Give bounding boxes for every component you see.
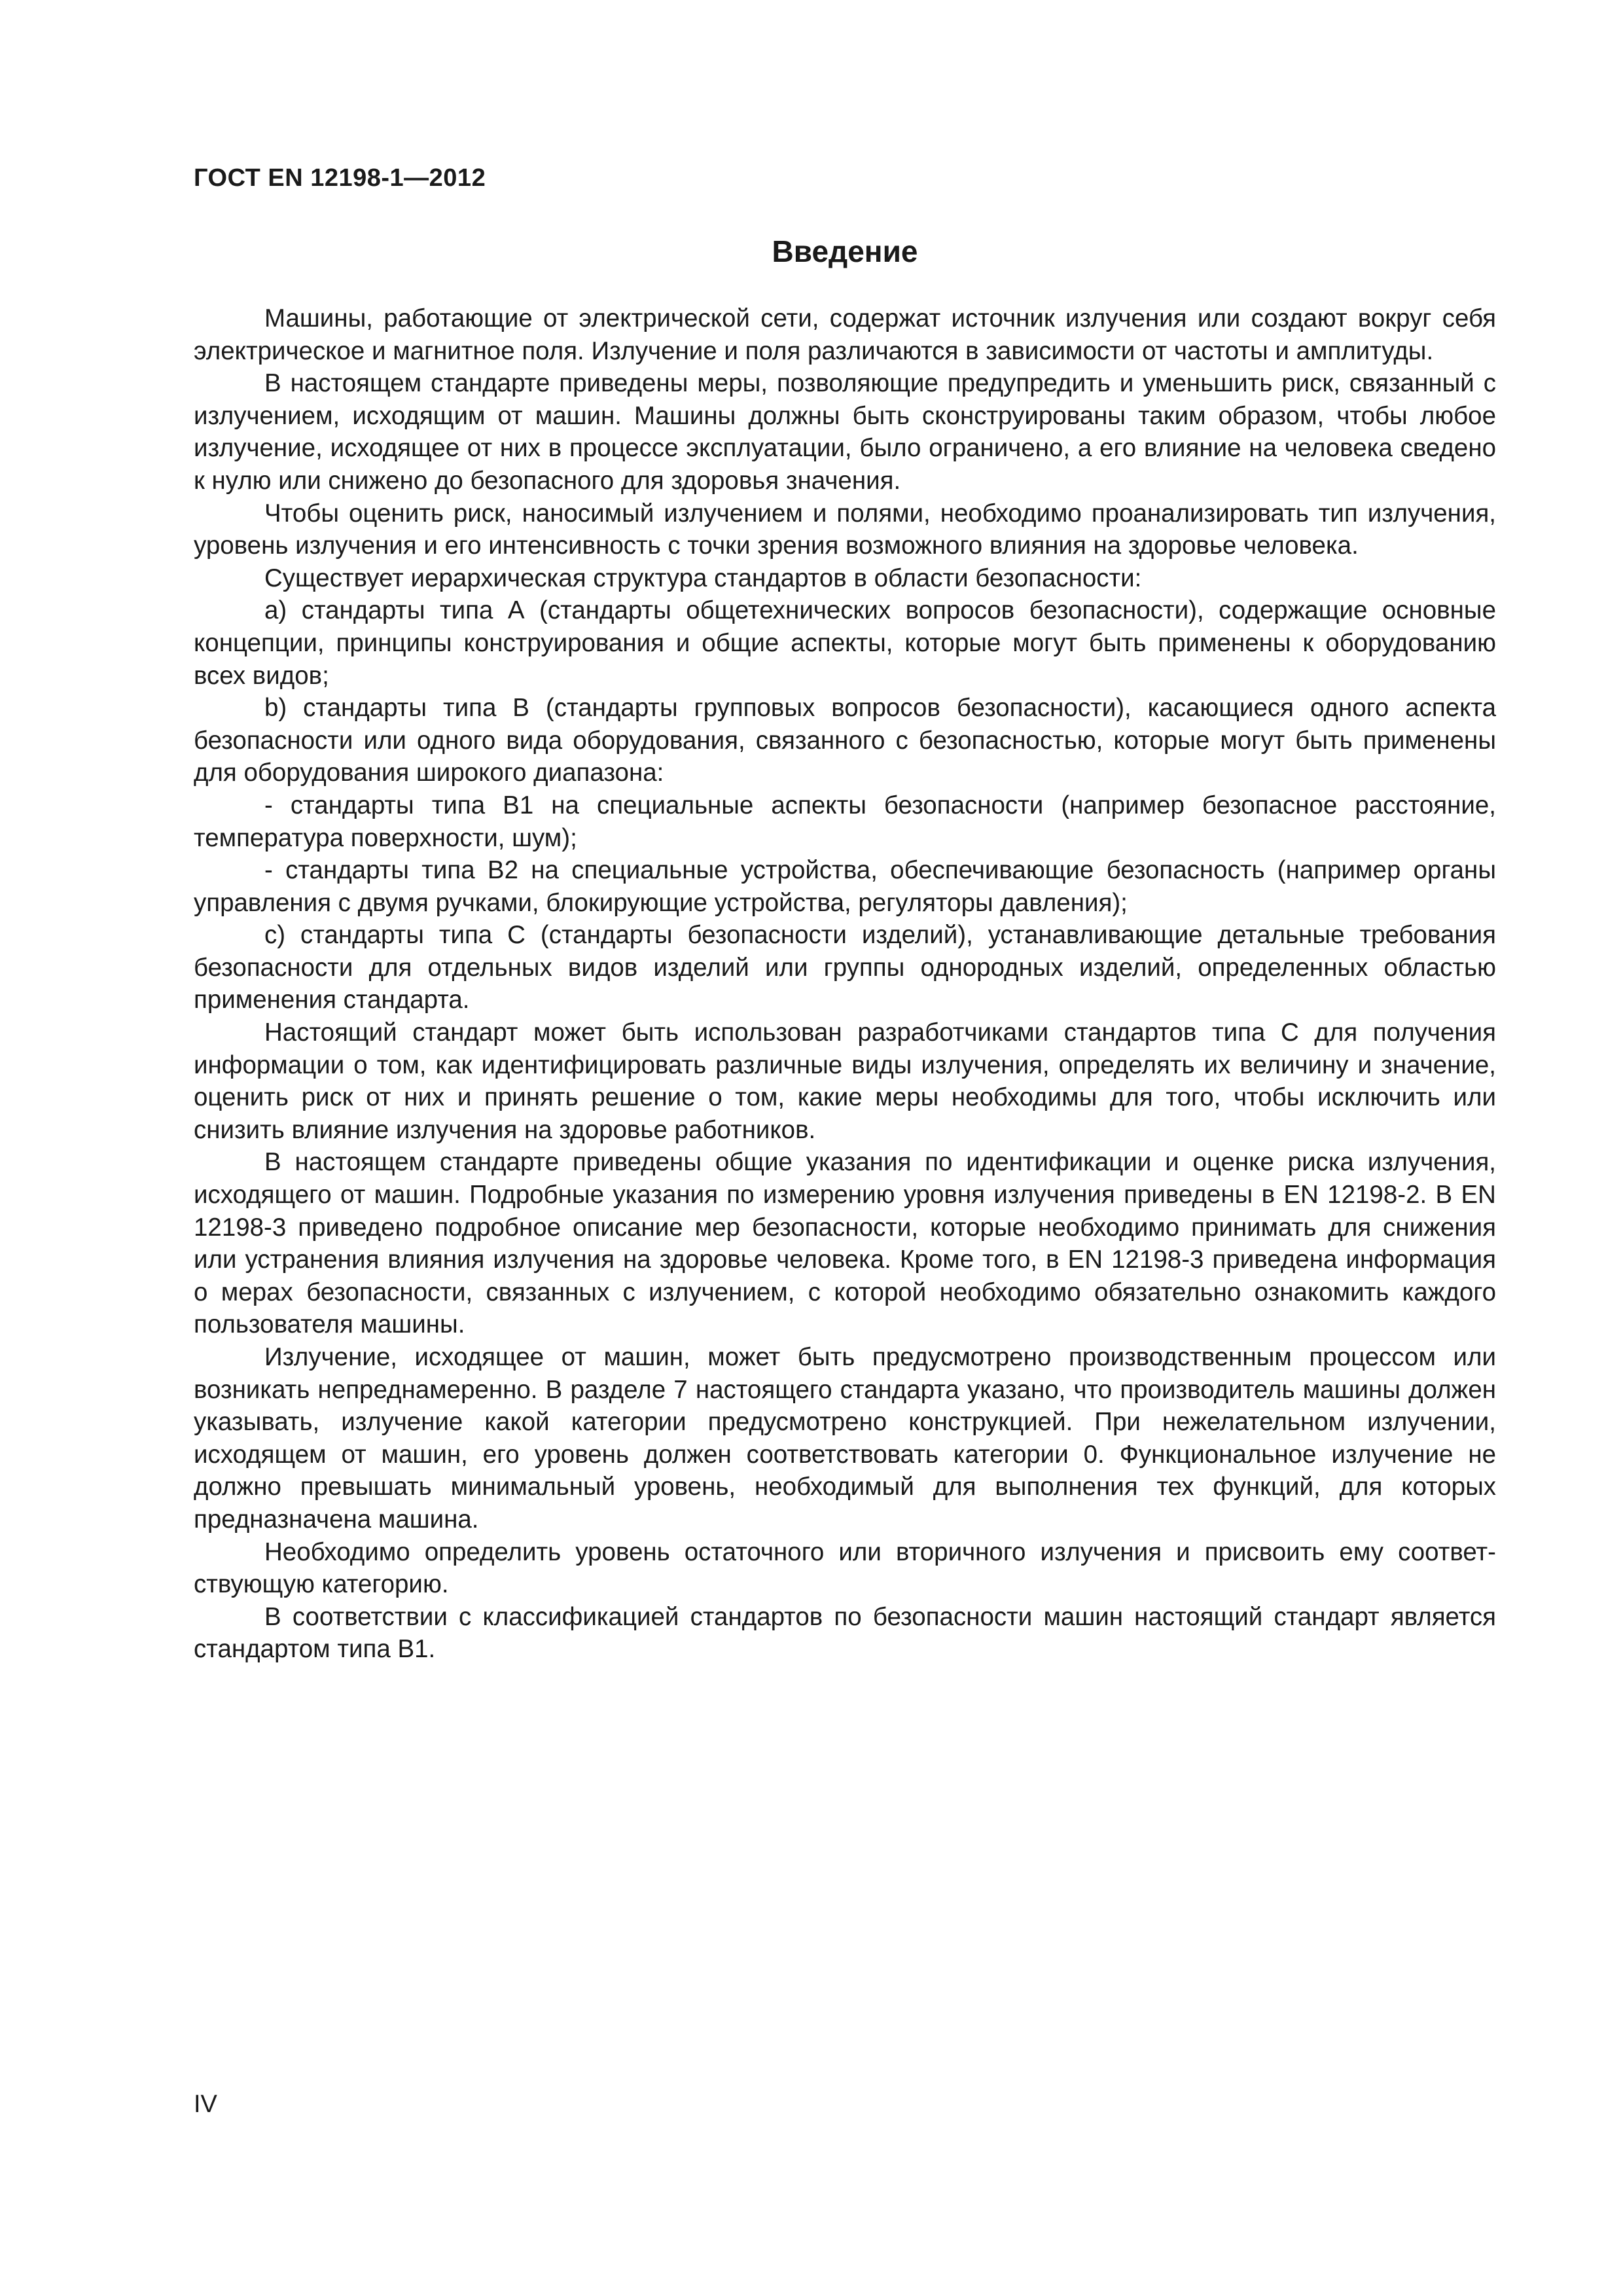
document-id-header: ГОСТ EN 12198-1—2012 bbox=[194, 164, 486, 192]
paragraph: Излучение, исходящее от машин, может быть предусмотрено производственным процессом или возникать непреднамеренно. В разделе 7 настоящего стандарта указано, что производитель машины должен указывать, излучение какой категории предусмотрено конструкцией. При нежелательном излучении, исходящем от машин, его уровень должен соответствовать категории 0. Функциональное излучение не должно превышать минимальный уровень, необходимый для выполнения тех функций, для которых предназначена машина. bbox=[194, 1343, 1496, 1534]
list-item: a) стандарты типа А (стандарты общетехнических вопросов безопасности), содержащие основные концепции, принципы конструирования и общие аспекты, которые могут быть применены к оборудованию всех видов; bbox=[194, 596, 1496, 690]
paragraph: В соответствии с классификацией стандартов по безопасности машин настоящий стандарт является стандартом типа В1. bbox=[194, 1602, 1496, 1664]
paragraph: Машины, работающие от электрической сети, содержат источник излучения или создают вокруг себя электрическое и магнитное поля. Излучение и поля различаются в зависимости от частоты и амплитуды. bbox=[194, 304, 1496, 365]
paragraph: В настоящем стандарте приведены общие указания по идентификации и оценке риска излучения, исходящего от машин. Подробные указания по измерению уровня излучения приведены в EN 12198-2. В EN 12198-3 приведено подробное описание мер безопасности, которые необходимо принимать для снижения или устранения влияния излучения на здоровье человека. Кроме того, в EN 12198-3 приведена информация о мерах безопасности, связанных с излучением, с которой необходимо обязательно ознакомить каждого пользователя машины. bbox=[194, 1148, 1496, 1339]
page-number: IV bbox=[194, 2090, 217, 2118]
section-title: Введение bbox=[772, 234, 918, 268]
paragraph: Необходимо определить уровень остаточного или вторичного излучения и присвоить ему соответствующую категорию. bbox=[194, 1537, 1496, 1599]
list-item: b) стандарты типа В (стандарты групповых вопросов безопасности), касающиеся одного аспекта безопасности или одного вида оборудования, связанного с безопасностью, которые могут быть применены для оборудования широкого диапазона: bbox=[194, 694, 1496, 787]
list-item: c) стандарты типа С (стандарты безопасности изделий), устанавливающие детальные требования безопасности для отдельных видов изделий или группы однородных изделий, определенных областью применения стандарта. bbox=[194, 921, 1496, 1014]
paragraph: В настоящем стандарте приведены меры, позволяющие предупредить и уменьшить риск, связанный с излучением, исходящим от машин. Машины должны быть сконструированы таким образом, чтобы любое излучение, исходящее от них в процессе эксплуатации, было ограничено, а его влияние на человека сведено к нулю или снижено до безопасного для здоровья значения. bbox=[194, 369, 1496, 495]
paragraph: Чтобы оценить риск, наносимый излучением и полями, необходимо проанализировать тип излучения, уровень излучения и его интенсивность с точки зрения возможного влияния на здоровье человека. bbox=[194, 499, 1496, 560]
sub-list-item: - стандарты типа В2 на специальные устройства, обеспечивающие безопасность (например органы управления с двумя ручками, блокирующие устройства, регуляторы давления); bbox=[194, 856, 1496, 917]
introduction-body bbox=[194, 302, 1496, 1666]
sub-list-item: - стандарты типа В1 на специальные аспекты безопасности (например безопасное расстояние, температура поверхности, шум); bbox=[194, 791, 1496, 852]
paragraph: Настоящий стандарт может быть использован разработчиками стандартов типа С для получения информации о том, как идентифицировать различные виды излучения, определять их величину и значение, оценить риск от них и принять решение о том, какие меры необходимы для того, чтобы исключить или снизить влияние излучения на здоровье работников. bbox=[194, 1018, 1496, 1144]
paragraph: Существует иерархическая структура стандартов в области безопасности: bbox=[264, 564, 1142, 592]
